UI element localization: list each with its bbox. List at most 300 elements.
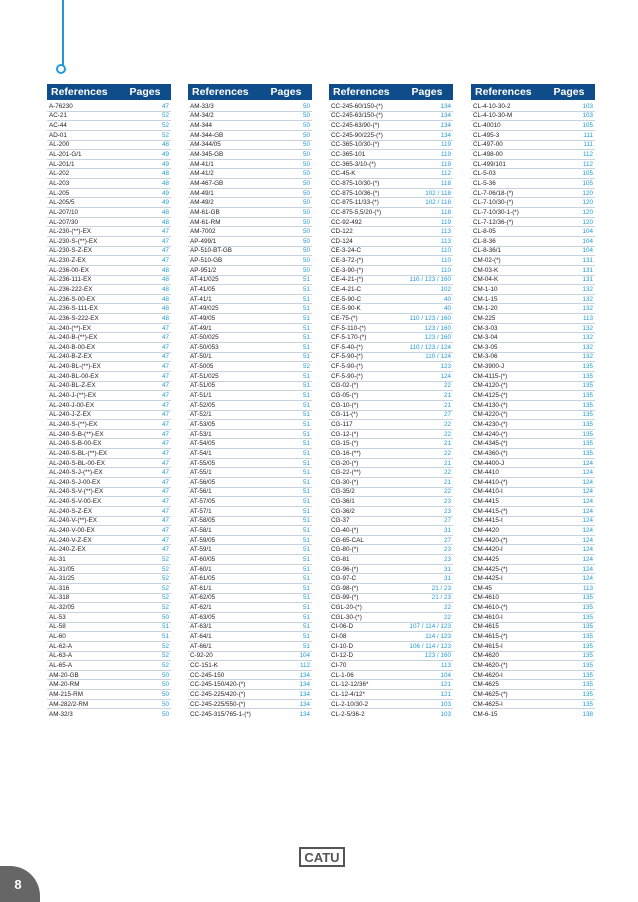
reference-row [329, 276, 453, 286]
reference-row [47, 382, 171, 392]
reference-code: AT-49/025 [190, 305, 219, 313]
reference-code: AL-31/05 [49, 565, 75, 573]
reference-row [188, 468, 312, 478]
reference-row [329, 420, 453, 430]
reference-row [471, 690, 595, 700]
page-reference: 50 [302, 122, 310, 130]
reference-row [329, 411, 453, 421]
page-reference: 49 [161, 151, 169, 159]
reference-row [471, 488, 595, 498]
reference-code: AT-53/05 [190, 420, 216, 428]
reference-row [471, 218, 595, 228]
reference-code: CM-4420 [473, 527, 499, 534]
page-reference: 48 [161, 276, 169, 284]
reference-row [47, 266, 171, 276]
page-reference: 120 [582, 199, 593, 207]
references-header-label: References [192, 86, 249, 98]
reference-code: CM-4115-(*) [473, 372, 508, 380]
reference-row [471, 497, 595, 507]
page-reference: 135 [582, 671, 593, 679]
reference-code: AP-510-GB [190, 257, 223, 265]
page-reference: 135 [582, 681, 593, 689]
reference-code: CG-16-(**) [331, 449, 361, 457]
reference-row [188, 642, 312, 652]
reference-code: AT-41/05 [190, 285, 216, 293]
reference-row [471, 623, 595, 633]
reference-code: AT-50/1 [190, 353, 212, 361]
page-reference: 110 / 123 / 160 [409, 276, 451, 284]
reference-code: AT-49/05 [190, 314, 216, 322]
reference-row [188, 198, 312, 208]
reference-row [471, 372, 595, 382]
reference-row [471, 208, 595, 218]
page-reference: 47 [161, 527, 169, 534]
reference-row [47, 420, 171, 430]
reference-code: CC-875-5,5/20-(*) [331, 208, 382, 216]
reference-row [47, 362, 171, 372]
page-reference: 135 [582, 430, 593, 438]
reference-row [47, 179, 171, 189]
page-reference: 132 [582, 353, 593, 361]
reference-code: AT-57/05 [190, 498, 216, 506]
reference-code: AL-240-B-(**)-EX [49, 334, 98, 342]
reference-code: CC-245-63/90-(*) [331, 122, 380, 130]
page-reference: 47 [161, 363, 169, 371]
reference-row [47, 131, 171, 141]
reference-row [47, 285, 171, 295]
page-reference: 27 [443, 517, 451, 525]
reference-row [471, 285, 595, 295]
reference-row [471, 439, 595, 449]
page-reference: 134 [299, 710, 310, 718]
reference-row [329, 468, 453, 478]
reference-code: AL-230-Z-EX [49, 257, 86, 265]
reference-code: AT-62/05 [190, 594, 216, 602]
reference-code: CL-7-10/30-1-(*) [473, 208, 519, 216]
reference-code: CG-02-(*) [331, 382, 359, 390]
reference-row [471, 632, 595, 642]
reference-code: CL-497-00 [473, 141, 503, 149]
page-reference: 47 [161, 343, 169, 351]
reference-row [188, 256, 312, 266]
reference-row [188, 314, 312, 324]
reference-row [329, 507, 453, 517]
reference-code: CC-245-150 [190, 671, 225, 679]
reference-code: AM-344/05 [190, 141, 221, 149]
page-reference: 135 [582, 411, 593, 419]
reference-code: CL-5-03 [473, 170, 496, 178]
page-reference: 51 [302, 613, 310, 621]
reference-row [329, 478, 453, 488]
reference-row [188, 507, 312, 517]
reference-code: CL-7-10/30-(*) [473, 199, 514, 207]
reference-row [47, 709, 171, 719]
page-reference: 47 [161, 411, 169, 419]
reference-code: CM-45 [473, 584, 492, 592]
reference-row [471, 401, 595, 411]
page-reference: 134 [299, 700, 310, 708]
page-reference: 47 [161, 498, 169, 506]
reference-code: CGL-20-(*) [331, 604, 362, 612]
reference-code: AL-63-A [49, 652, 73, 660]
page-reference: 51 [302, 488, 310, 496]
reference-row [329, 652, 453, 662]
page-reference: 102 [440, 285, 451, 293]
reference-code: AL-240-V-Z-EX [49, 536, 92, 544]
page-reference: 106 / 114 / 123 [409, 642, 451, 650]
reference-code: AP-510-BT-GB [190, 247, 232, 255]
pages-header-label: Pages [270, 86, 302, 98]
reference-row [329, 333, 453, 343]
reference-row [47, 276, 171, 286]
reference-row [188, 439, 312, 449]
reference-row [188, 391, 312, 401]
reference-row [471, 574, 595, 584]
reference-row [47, 353, 171, 363]
page-reference: 52 [161, 555, 169, 563]
reference-row [47, 565, 171, 575]
reference-row [329, 382, 453, 392]
reference-row [329, 700, 453, 710]
reference-code: CM-4415-I [473, 517, 503, 525]
reference-code: AL-240-S-J-00-EX [49, 478, 101, 486]
reference-row [47, 324, 171, 334]
reference-row [471, 536, 595, 546]
reference-code: AL-230-S-Z-EX [49, 247, 93, 255]
reference-row [188, 565, 312, 575]
page-reference: 22 [443, 382, 451, 390]
reference-code: CG-80-(*) [331, 546, 359, 554]
reference-code: CG-22-(**) [331, 469, 361, 477]
reference-code: CC-245-60/150-(*) [331, 102, 383, 110]
reference-row [47, 488, 171, 498]
reference-row [329, 285, 453, 295]
page-reference: 124 [582, 507, 593, 515]
page-reference: 51 [302, 498, 310, 506]
page-reference: 124 [582, 459, 593, 467]
reference-code: AL-240-J-Z-EX [49, 411, 91, 419]
reference-row [47, 256, 171, 266]
reference-code: AD-01 [49, 131, 67, 139]
reference-code: CM-4610-I [473, 613, 503, 621]
page-reference: 135 [582, 372, 593, 380]
reference-code: CL-2-10/30-2 [331, 700, 369, 708]
page-reference: 48 [161, 266, 169, 274]
reference-code: CL-7-06/18-(*) [473, 189, 514, 197]
page-reference: 112 [582, 151, 593, 159]
reference-code: CM-4120-(*) [473, 382, 508, 390]
reference-code: CG-15-(*) [331, 440, 359, 448]
reference-code: CG-37 [331, 517, 350, 525]
reference-row [188, 343, 312, 353]
reference-code: CM-4625 [473, 681, 499, 689]
reference-code: CM-4615-(*) [473, 633, 508, 641]
reference-row [329, 256, 453, 266]
reference-code: AL-236-S-00-EX [49, 295, 96, 303]
page-reference: 50 [302, 131, 310, 139]
reference-code: CG-65-CAL [331, 536, 364, 544]
reference-code: AM-33/3 [190, 102, 214, 110]
reference-row [471, 555, 595, 565]
reference-code: AT-64/1 [190, 633, 212, 641]
page-reference: 22 [443, 488, 451, 496]
reference-code: CM-4620-I [473, 671, 503, 679]
reference-row [188, 420, 312, 430]
reference-row [329, 218, 453, 228]
reference-code: CM-04-K [473, 276, 499, 284]
reference-row [188, 652, 312, 662]
reference-row [47, 343, 171, 353]
page-reference: 124 [582, 555, 593, 563]
page-reference: 135 [582, 690, 593, 698]
reference-row [471, 362, 595, 372]
page-reference: 51 [302, 594, 310, 602]
page-reference: 52 [161, 661, 169, 669]
reference-row [188, 680, 312, 690]
reference-row [471, 343, 595, 353]
reference-code: CG-05-(*) [331, 392, 359, 400]
page-reference: 51 [302, 411, 310, 419]
reference-code: AT-59/05 [190, 536, 216, 544]
reference-row [329, 497, 453, 507]
page-reference: 51 [302, 469, 310, 477]
reference-code: AT-50/025 [190, 334, 219, 342]
reference-row [471, 584, 595, 594]
reference-code: AL-240-V-(**)-EX [49, 517, 97, 525]
reference-code: CF-5-90-(*) [331, 353, 363, 361]
reference-code: CC-365-101 [331, 151, 366, 159]
page-reference: 50 [161, 681, 169, 689]
reference-row [329, 362, 453, 372]
reference-row [329, 227, 453, 237]
reference-row [329, 709, 453, 719]
reference-code: CE-5-90-K [331, 305, 361, 313]
page-reference: 104 [440, 671, 451, 679]
column-header [47, 84, 171, 100]
reference-code: CE-4-21-C [331, 285, 362, 293]
reference-row [329, 179, 453, 189]
reference-code: AT-61/05 [190, 575, 216, 583]
reference-row [329, 449, 453, 459]
reference-row [329, 459, 453, 469]
page-reference: 51 [302, 343, 310, 351]
reference-row [471, 189, 595, 199]
references-column-1 [47, 84, 171, 719]
page-reference: 102 / 118 [425, 199, 451, 207]
reference-row [47, 314, 171, 324]
page-reference: 22 [443, 430, 451, 438]
reference-row [47, 497, 171, 507]
page-reference: 119 [440, 218, 451, 226]
reference-row [329, 517, 453, 527]
page-reference: 124 [582, 527, 593, 534]
page-reference: 135 [582, 652, 593, 660]
reference-row [471, 449, 595, 459]
page-reference: 135 [582, 449, 593, 457]
page-reference: 51 [302, 449, 310, 457]
reference-code: AC-21 [49, 112, 67, 120]
pages-header-label: Pages [129, 86, 161, 98]
reference-row [188, 295, 312, 305]
reference-row [188, 237, 312, 247]
reference-code: CM-4425 [473, 555, 499, 563]
reference-code: AT-52/1 [190, 411, 212, 419]
page-reference: 48 [161, 305, 169, 313]
reference-row [471, 141, 595, 151]
reference-code: AT-62/1 [190, 604, 212, 612]
reference-row [47, 150, 171, 160]
page-reference: 119 [440, 151, 451, 159]
reference-code: AL-240-B-Z-EX [49, 353, 93, 361]
reference-code: CG-35/2 [331, 488, 355, 496]
reference-code: AT-63/1 [190, 623, 212, 631]
reference-row [329, 526, 453, 536]
reference-row [188, 304, 312, 314]
page-reference: 51 [302, 353, 310, 361]
page-reference: 113 [440, 661, 451, 669]
reference-code: CM-4615-I [473, 642, 503, 650]
reference-code: AL-240-S-BL-00-EX [49, 459, 105, 467]
reference-code: AL-240-S-B-00-EX [49, 440, 102, 448]
page-reference: 52 [161, 112, 169, 120]
reference-row [188, 661, 312, 671]
page-reference: 52 [161, 652, 169, 660]
reference-row [188, 517, 312, 527]
reference-code: CM-4425-(*) [473, 565, 508, 573]
reference-row [47, 198, 171, 208]
reference-row [188, 247, 312, 257]
reference-code: CL-4-10-30-M [473, 112, 513, 120]
reference-row [47, 671, 171, 681]
page-reference: 31 [443, 565, 451, 573]
reference-row [188, 632, 312, 642]
page-reference: 51 [302, 536, 310, 544]
page-reference: 104 [582, 237, 593, 245]
reference-code: CG-30-(*) [331, 478, 359, 486]
reference-row [188, 227, 312, 237]
reference-code: AL-240-BL-Z-EX [49, 382, 96, 390]
reference-row [471, 150, 595, 160]
reference-row [188, 430, 312, 440]
reference-row [471, 382, 595, 392]
reference-row [47, 652, 171, 662]
reference-row [471, 700, 595, 710]
reference-code: CC-365-3/10-(*) [331, 160, 376, 168]
page-reference: 135 [582, 604, 593, 612]
page-reference: 124 [582, 488, 593, 496]
reference-row [329, 353, 453, 363]
reference-row [471, 507, 595, 517]
reference-code: AM-61-GB [190, 208, 220, 216]
reference-code: CE-3-24-C [331, 247, 362, 255]
page-reference: 112 [582, 160, 593, 168]
reference-code: AL-200 [49, 141, 70, 149]
reference-row [47, 603, 171, 613]
page-reference: 47 [161, 536, 169, 544]
reference-code: AT-49/1 [190, 324, 212, 332]
reference-code: AL-240-J-(**)-EX [49, 392, 97, 400]
page-reference: 110 / 123 / 124 [409, 343, 451, 351]
reference-code: AL-207/30 [49, 218, 79, 226]
page-reference: 52 [161, 122, 169, 130]
page-reference: 47 [161, 507, 169, 515]
reference-row [47, 690, 171, 700]
page-reference: 135 [582, 700, 593, 708]
reference-code: AT-51/1 [190, 392, 212, 400]
page-reference: 21 [443, 401, 451, 409]
page-reference: 135 [582, 633, 593, 641]
page-reference: 40 [443, 295, 451, 303]
reference-row [188, 411, 312, 421]
reference-row [47, 189, 171, 199]
reference-code: AM-345-GB [190, 151, 224, 159]
page-reference: 121 [440, 681, 451, 689]
reference-code: AL-236-111-EX [49, 276, 92, 284]
reference-code: CM-4410-I [473, 488, 503, 496]
reference-row [188, 285, 312, 295]
page-reference: 132 [582, 343, 593, 351]
page-reference: 47 [161, 459, 169, 467]
reference-row [329, 121, 453, 131]
reference-code: CG-36/2 [331, 507, 355, 515]
reference-row [47, 545, 171, 555]
reference-row [471, 295, 595, 305]
reference-code: CE-3-90-(*) [331, 266, 364, 274]
references-column-4 [471, 84, 595, 719]
reference-code: CL-4-10-30-2 [473, 102, 511, 110]
reference-code: CM-4410 [473, 469, 499, 477]
reference-code: AM-34/2 [190, 112, 214, 120]
reference-row [47, 574, 171, 584]
reference-row [47, 295, 171, 305]
reference-code: AL-240-S-J-(**)-EX [49, 469, 103, 477]
reference-row [471, 314, 595, 324]
reference-code: AT-54/1 [190, 449, 212, 457]
reference-row [471, 411, 595, 421]
reference-code: AL-240-Z-EX [49, 546, 86, 554]
page-reference: 104 [582, 247, 593, 255]
page-reference: 135 [582, 613, 593, 621]
page-reference: 51 [302, 527, 310, 534]
reference-row [329, 160, 453, 170]
page-reference: 51 [302, 507, 310, 515]
reference-code: AL-32/05 [49, 604, 75, 612]
reference-row [47, 507, 171, 517]
reference-row [47, 160, 171, 170]
page-reference: 50 [161, 613, 169, 621]
reference-row [47, 208, 171, 218]
reference-row [471, 247, 595, 257]
page-reference: 124 [582, 575, 593, 583]
page-reference: 47 [161, 420, 169, 428]
reference-row [329, 623, 453, 633]
reference-code: CE-3-72-(*) [331, 257, 364, 265]
reference-code: CF-5-90-(*) [331, 363, 363, 371]
reference-code: CG-20-(*) [331, 459, 359, 467]
page-reference: 134 [440, 122, 451, 130]
page-reference: 120 [582, 208, 593, 216]
reference-row [329, 372, 453, 382]
page-reference: 120 [582, 218, 593, 226]
reference-code: AT-50/053 [190, 343, 219, 351]
reference-row [188, 160, 312, 170]
page-reference: 124 [582, 565, 593, 573]
page-reference: 110 [440, 247, 451, 255]
reference-code: CF-5-110-(*) [331, 324, 366, 332]
reference-row [47, 218, 171, 228]
reference-row [47, 700, 171, 710]
reference-code: CG-117 [331, 420, 353, 428]
